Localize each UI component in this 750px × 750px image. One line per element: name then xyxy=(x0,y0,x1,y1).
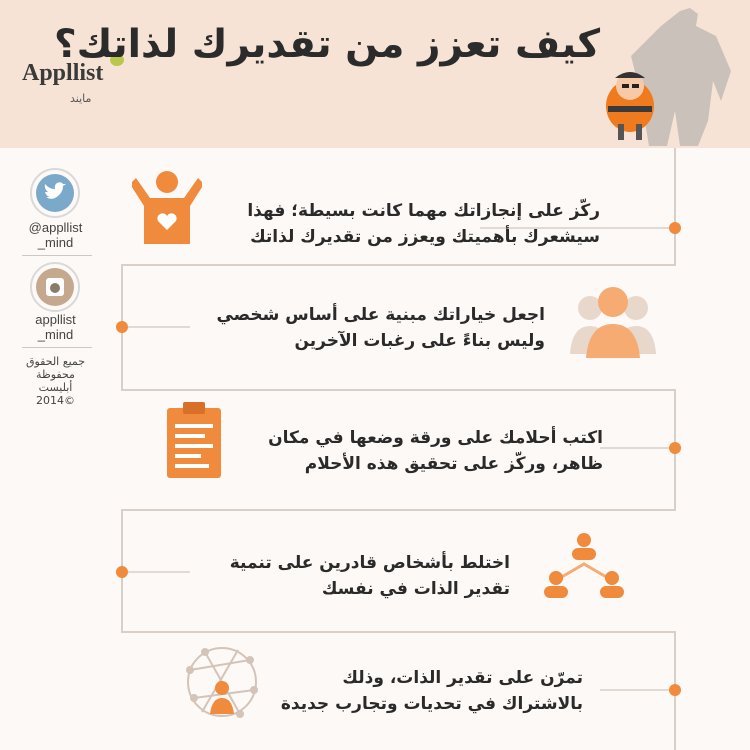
step-marker xyxy=(116,566,128,578)
step-marker xyxy=(116,321,128,333)
step-5-text: تمرّن على تقدير الذات، وذلك بالاشتراك في تحديات وتجارب جديدة xyxy=(280,668,583,714)
logo-subtitle: مايند xyxy=(70,92,92,105)
step-marker xyxy=(669,222,681,234)
clipboard-icon xyxy=(165,400,223,480)
people-group-icon xyxy=(568,280,658,360)
network-people-icon xyxy=(540,530,628,602)
connected-person-icon xyxy=(180,640,265,725)
logo-text: Appllist xyxy=(22,60,104,86)
step-marker xyxy=(669,442,681,454)
heart-person-icon xyxy=(132,168,202,246)
page-title: كيف تعزز من تقديرك لذاتك؟ xyxy=(54,22,600,67)
step-1-text: ركّز على إنجازاتك مهما كانت بسيطة؛ فهذا سيشعرك بأهميتك ويعزز من تقديرك لذاتك xyxy=(247,201,600,247)
instagram-handle[interactable]: appllist _mind xyxy=(35,312,76,342)
step-3-text: اكتب أحلامك على ورقة وضعها في مكان ظاهر، وركّز على تحقيق هذه الأحلام xyxy=(268,428,603,474)
step-2-text: اجعل خياراتك مبنية على أساس شخصي وليس بناءً على رغبات الآخرين xyxy=(216,305,545,351)
step-marker xyxy=(669,684,681,696)
step-4-text: اختلط بأشخاص قادرين على تنمية تقدير الذات في نفسك xyxy=(229,553,510,599)
copyright-text: جميع الحقوق محفوظة أبليست ©2014 xyxy=(25,355,86,407)
twitter-handle[interactable]: @appllist _mind xyxy=(28,220,83,250)
